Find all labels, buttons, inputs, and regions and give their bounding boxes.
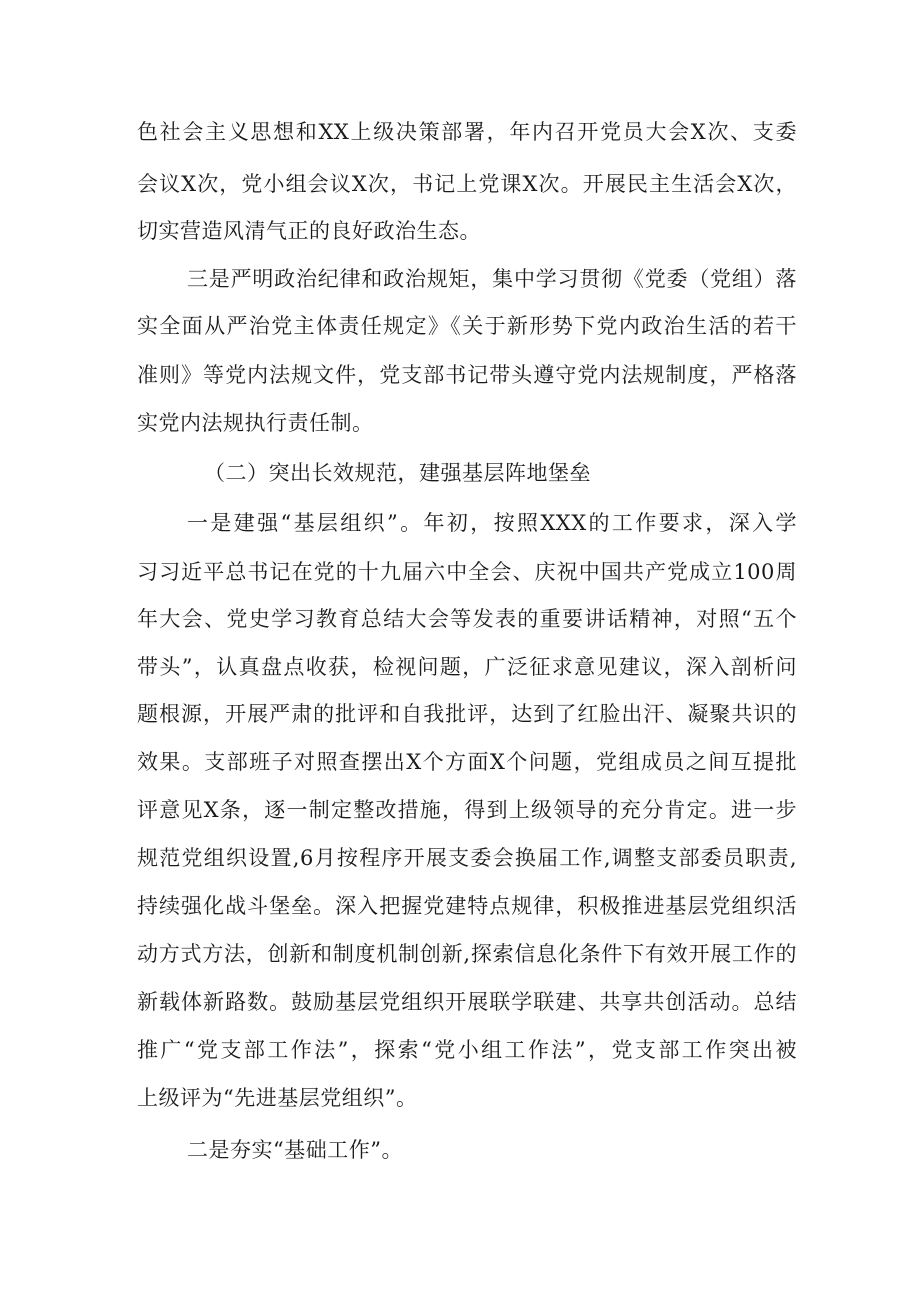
text-line: 会议X次，党小组会议X次，书记上党课X次。开展民主生活会X次，	[137, 172, 797, 196]
text-line: 规范党组织设置,6月按程序开展支委会换届工作,调整支部委员职责,	[137, 846, 797, 870]
text-line: 色社会主义思想和XX上级决策部署，年内召开党员大会X次、支委	[137, 120, 797, 144]
text-line: 实党内法规执行责任制。	[137, 411, 374, 435]
text-line: 准则》等党内法规文件，党支部书记带头遵守党内法规制度，严格落	[137, 363, 797, 387]
text-line: 持续强化战斗堡垒。深入把握党建特点规律，积极推进基层党组织活	[137, 894, 797, 918]
text-line: 动方式方法，创新和制度机制创新,探索信息化条件下有效开展工作的	[137, 942, 797, 966]
text-line: 实全面从严治党主体责任规定》《关于新形势下党内政治生活的若干	[137, 314, 797, 338]
text-line: 年大会、党史学习教育总结大会等发表的重要讲话精神，对照“五个	[137, 607, 797, 631]
paragraph-start-line: 三是严明政治纪律和政治规矩，集中学习贯彻《党委（党组）落	[187, 267, 797, 291]
text-line: 评意见X条，逐一制定整改措施，得到上级领导的充分肯定。进一步	[137, 798, 797, 822]
paragraph-start-line: 二是夯实“基础工作”。	[187, 1138, 403, 1162]
text-line: 习习近平总书记在党的十九届六中全会、庆祝中国共产党成立100周	[137, 560, 797, 584]
text-line: 带头”，认真盘点收获，检视问题，广泛征求意见建议，深入剖析问	[137, 655, 797, 679]
text-line: 效果。支部班子对照查摆出X个方面X个问题，党组成员之间互提批	[137, 750, 797, 774]
text-line: 新载体新路数。鼓励基层党组织开展联学联建、共享共创活动。总结	[137, 990, 797, 1014]
text-line: 题根源，开展严肃的批评和自我批评，达到了红脸出汗、凝聚共识的	[137, 702, 797, 726]
text-line: 切实营造风清气正的良好政治生态。	[137, 219, 481, 243]
section-heading: （二）突出长效规范，建强基层阵地堡垒	[204, 461, 591, 485]
paragraph-start-line: 一是建强“基层组织”。年初，按照XXX的工作要求，深入学	[187, 511, 797, 535]
text-line: 推广“党支部工作法”，探索“党小组工作法”，党支部工作突出被	[137, 1038, 797, 1062]
text-line: 上级评为“先进基层党组织”。	[137, 1086, 418, 1110]
